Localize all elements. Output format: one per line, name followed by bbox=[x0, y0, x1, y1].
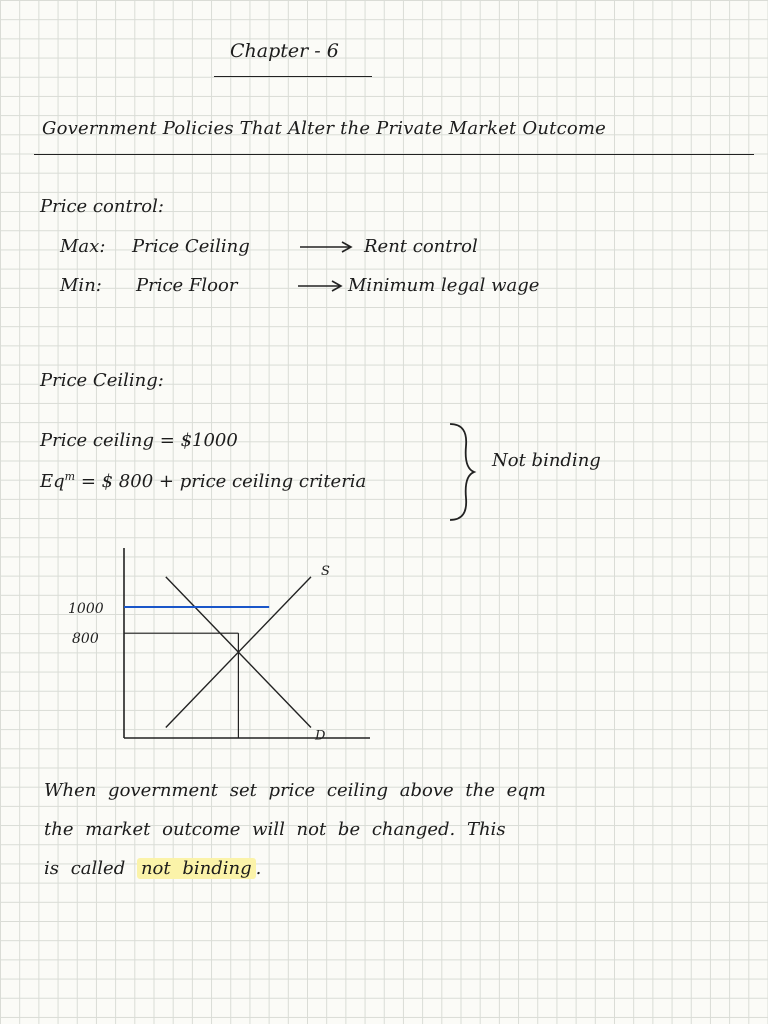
arrow-icon bbox=[296, 278, 346, 294]
title-underline bbox=[214, 76, 372, 77]
highlighted-not-binding: not binding bbox=[137, 858, 256, 879]
arrow-icon bbox=[298, 239, 356, 255]
paragraph-line-2: the market outcome will not be changed. This bbox=[44, 819, 506, 840]
price-control-label: Price control: bbox=[40, 196, 164, 217]
page-title: Chapter - 6 bbox=[230, 40, 339, 62]
paragraph-line-3: is called not binding . bbox=[44, 858, 262, 879]
demand-label: D bbox=[314, 728, 326, 744]
min-example: Minimum legal wage bbox=[348, 275, 540, 296]
max-item: Price Ceiling bbox=[132, 236, 250, 257]
tick-label-1000: 1000 bbox=[68, 600, 104, 617]
price-ceiling-line: Price ceiling = $1000 bbox=[40, 430, 238, 451]
paragraph-line-1: When government set price ceiling above the eqm bbox=[44, 780, 546, 801]
equilibrium-line: $Eq^m$ = $ 800 + price ceiling criteria bbox=[40, 470, 367, 492]
not-binding-note: Not binding bbox=[492, 450, 601, 471]
section-heading: Government Policies That Alter the Private Market Outcome bbox=[42, 118, 607, 139]
max-example: Rent control bbox=[364, 236, 478, 257]
max-label: Max: bbox=[60, 236, 106, 257]
supply-label: S bbox=[320, 563, 330, 579]
price-ceiling-label: Price Ceiling: bbox=[40, 370, 164, 391]
supply-demand-chart bbox=[60, 540, 380, 750]
curly-brace-icon bbox=[442, 420, 488, 524]
tick-label-800: 800 bbox=[72, 631, 99, 648]
heading-underline bbox=[34, 154, 754, 155]
min-item: Price Floor bbox=[136, 275, 238, 296]
min-label: Min: bbox=[60, 275, 102, 296]
